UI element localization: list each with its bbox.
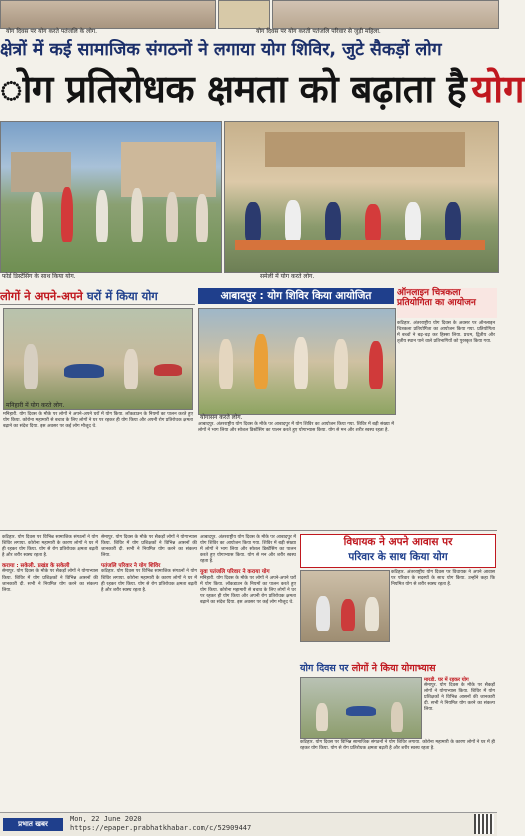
section-head-right: ऑनलाइन चित्रकला प्रतियोगिता का आयोजन — [397, 288, 497, 318]
section-head-left: लोगों ने अपने-अपने घरों में किया योग — [0, 288, 195, 305]
vidhayak-title-blue: परिवार के साथ किया योग — [348, 551, 448, 563]
top-caption-left: योग दिवस पर योग करते पतंजलि के लोग. — [6, 28, 98, 35]
caption-section-left: मनिहारी में योग करते लोग. — [6, 402, 65, 409]
big-photo-right — [224, 121, 499, 273]
caption-big-left: फोर्ड डिस्टेंसिंग के साथ किया योग. — [2, 273, 76, 280]
vidhayak-title — [300, 534, 496, 568]
big-photo-left — [0, 121, 222, 273]
subhead-b: पतंजलि परिवार ने योग शिविर — [101, 563, 161, 570]
top-caption-right: योग दिवस पर योग करती पतंजलि परिवार से जुड़ी महिला. — [256, 28, 381, 35]
divider — [0, 530, 497, 531]
article-col4: कटिहार. योग दिवस पर विभिन्न सामाजिक संगठनों ने योग शिविर लगाया. कोरोना महामारी के कारण लोगों ने घर में ही रहकर योग किया. योग से रोग प्रतिरोधक क्षमता बढ़ती है और शरीर स्वस्थ रहता है. कराया : सकेली. प्रखंड के सकेली सेमापुर. योग दिवस के मौके पर सैकड़ों लोगों ने योगाभ्यास किया. शिविर में योग प्रशिक्षकों ने विभिन्न आसनों की जानकारी दी. सभी ने नियमित योग करने का संकल्प लिया. — [2, 535, 98, 593]
caption-section-middle: योगासन करते लोग. — [200, 414, 243, 421]
yoga-day-article: मारडी. घर में रहकर योग सेमापुर. योग दिवस के मौके पर सैकड़ों लोगों ने योगाभ्यास किया. शिविर में योग प्रशिक्षकों ने विभिन्न आसनों की जानकारी दी. सभी ने नियमित योग करने का संकल्प लिया. — [424, 677, 495, 713]
subhead-c: युवा पतंजलि परिवार ने कराया योग — [200, 569, 270, 576]
article-col6: आबादपुर. अंतरराष्ट्रीय योग दिवस के मौके पर आबादपुर में योग शिविर का आयोजन किया गया. शिविर में बड़ी संख्या में लोगों ने भाग लिया और सोशल डिस्टेंसिंग का पालन करते हुए योगाभ्यास किया. योग से मन और शरीर स्वस्थ रहता है. युवा पतंजलि परिवार ने कराया योग मनिहारी. योग दिवस के मौके पर लोगों ने अपने-अपने घरों में योग किया. लॉकडाउन के नियमों का पालन करते हुए योग किया. कोरोना महामारी से बचाव के लिए लोगों ने घर पर रहकर ही योग किया और अपनी रोग प्रतिरोधक क्षमता बढ़ाने का संदेश दिया. इस अवसर पर कई लोग मौजूद थे. — [200, 535, 296, 605]
footer-url[interactable]: https://epaper.prabhatkhabar.com/c/52909447 — [70, 824, 252, 832]
caption-big-right: समेली में योग करते लोग. — [260, 273, 315, 280]
footer-date: Mon, 22 June 2020 — [70, 815, 142, 823]
article-col3: कटिहार. अंतरराष्ट्रीय योग दिवस के अवसर पर ऑनलाइन चित्रकला प्रतियोगिता का आयोजन किया गया. प्रतियोगिता में बच्चों ने बढ़-चढ़ कर हिस्सा लिया. प्रथम, द्वितीय और तृतीय स्थान पाने वाले प्रतिभागियों को पुरस्कृत किया गया. — [397, 321, 495, 345]
top-photo-middle — [218, 0, 270, 29]
headline-accent: योग — [471, 67, 525, 111]
section-photo-middle — [198, 308, 396, 415]
footer-logo: प्रभात खबर — [3, 818, 63, 831]
vidhayak-photo — [300, 570, 390, 642]
article-col1: मनिहारी. योग दिवस के मौके पर लोगों ने अपने-अपने घरों में योग किया. लॉकडाउन के नियमों का पालन करते हुए योग किया. कोरोना महामारी से बचाव के लिए लोगों ने घर पर रहकर ही योग किया और अपनी रोग प्रतिरोधक क्षमता बढ़ाने का संदेश दिया. इस अवसर पर कई लोग मौजूद थे. — [3, 412, 193, 430]
headline — [0, 64, 525, 114]
subheadline: क्षेत्रों में कई सामाजिक संगठनों ने लगाया योग शिविर, जुटे सैकड़ों लोग — [0, 40, 442, 60]
vidhayak-article: कटिहार. अंतरराष्ट्रीय योग दिवस पर विधायक ने अपने आवास पर परिवार के सदस्यों के साथ योग किया. उन्होंने कहा कि नियमित योग से शरीर स्वस्थ रहता है. — [391, 570, 495, 588]
vidhayak-title-red: विधायक ने अपने आवास पर — [343, 536, 453, 548]
section-head-middle: आबादपुर : योग शिविर किया आयोजित — [198, 288, 394, 304]
top-photo-right — [272, 0, 499, 29]
section-photo-left — [3, 308, 193, 410]
qr-code-icon — [474, 814, 494, 834]
footer — [0, 812, 497, 836]
yoga-day-photo — [300, 677, 422, 739]
article-col2: आबादपुर. अंतरराष्ट्रीय योग दिवस के मौके पर आबादपुर में योग शिविर का आयोजन किया गया. शिविर में बड़ी संख्या में लोगों ने भाग लिया और सोशल डिस्टेंसिंग का पालन करते हुए योगाभ्यास किया. योग से मन और शरीर स्वस्थ रहता है. — [198, 422, 394, 434]
subhead-a: कराया : सकेली. प्रखंड के सकेली — [2, 563, 70, 570]
top-photo-left — [0, 0, 216, 29]
yoga-day-article-2: कटिहार. योग दिवस पर विभिन्न सामाजिक संगठनों ने योग शिविर लगाया. कोरोना महामारी के कारण लोगों ने घर में ही रहकर योग किया. योग से रोग प्रतिरोधक क्षमता बढ़ती है और शरीर स्वस्थ रहता है. — [300, 740, 495, 752]
yoga-day-head: योग दिवस पर लोगों ने किया योगाभ्यास — [300, 663, 436, 674]
article-col5: सेमापुर. योग दिवस के मौके पर सैकड़ों लोगों ने योगाभ्यास किया. शिविर में योग प्रशिक्षकों ने विभिन्न आसनों की जानकारी दी. सभी ने नियमित योग करने का संकल्प लिया. पतंजलि परिवार ने योग शिविर कटिहार. योग दिवस पर विभिन्न सामाजिक संगठनों ने योग शिविर लगाया. कोरोना महामारी के कारण लोगों ने घर में ही रहकर योग किया. योग से रोग प्रतिरोधक क्षमता बढ़ती है और शरीर स्वस्थ रहता है. — [101, 535, 197, 593]
headline-main: ोग प्रतिरोधक क्षमता को बढ़ाता है — [0, 67, 467, 111]
